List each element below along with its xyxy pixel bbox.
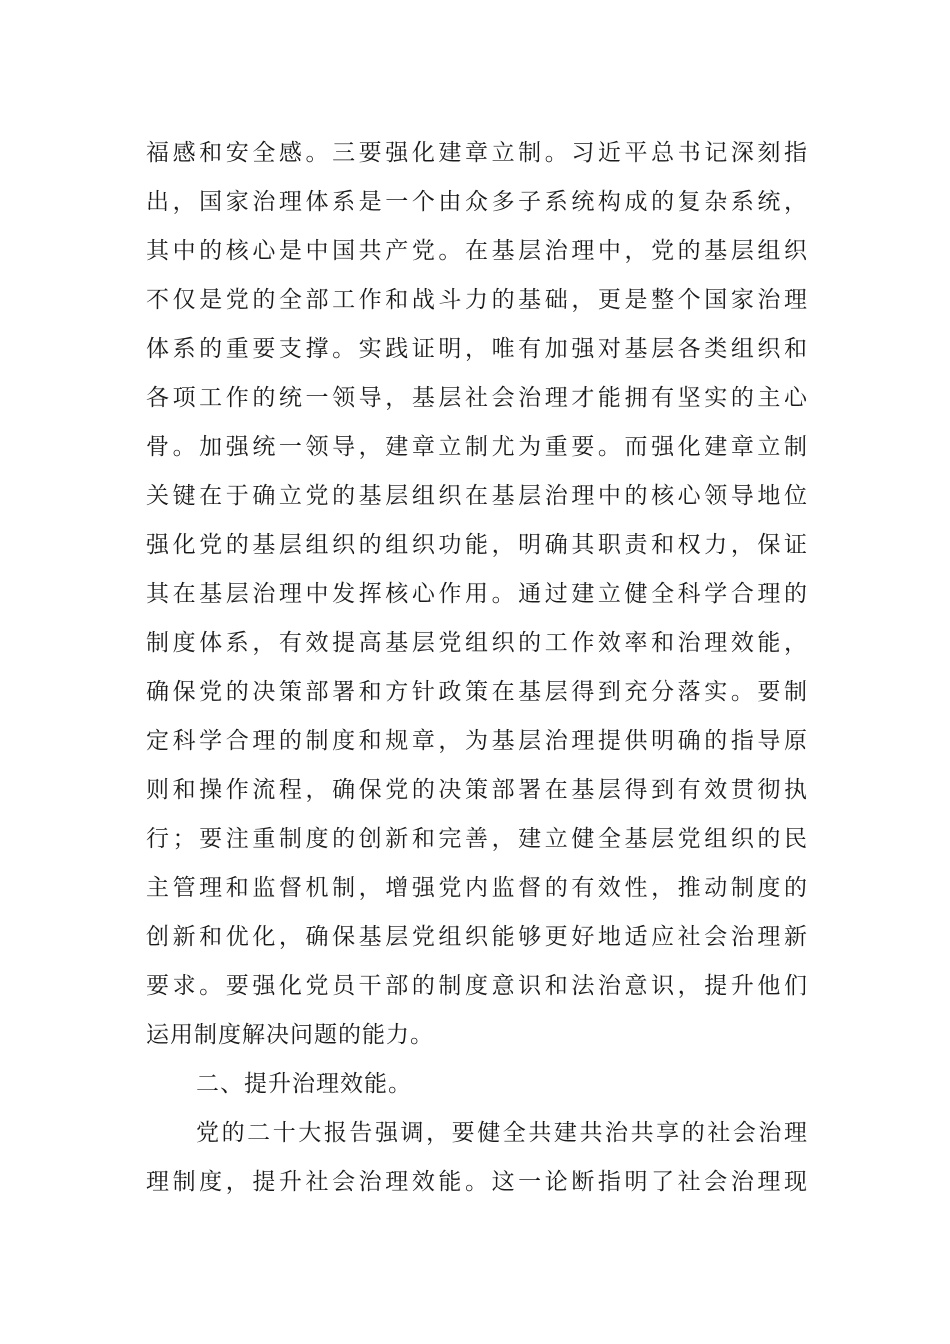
- paragraph-line: 运用制度解决问题的能力。: [146, 1022, 434, 1048]
- paragraph-line: 强化党的基层组织的组织功能，明确其职责和权力，保证: [146, 532, 808, 558]
- paragraph-line: 行；要注重制度的创新和完善，建立健全基层党组织的民: [146, 826, 808, 852]
- paragraph-line: 党的二十大报告强调，要健全共建共治共享的社会治理: [196, 1120, 808, 1146]
- paragraph-line: 关键在于确立党的基层组织在基层治理中的核心领导地位: [146, 483, 808, 509]
- paragraph-line: 体系的重要支撑。实践证明，唯有加强对基层各类组织和: [146, 336, 808, 362]
- document-body: [146, 129, 808, 1207]
- paragraph-line: 制度体系，有效提高基层党组织的工作效率和治理效能，: [146, 630, 808, 656]
- paragraph-line: 各项工作的统一领导，基层社会治理才能拥有坚实的主心: [146, 385, 808, 411]
- paragraph-line: 则和操作流程，确保党的决策部署在基层得到有效贯彻执: [146, 777, 808, 803]
- paragraph-line: 要求。要强化党员干部的制度意识和法治意识，提升他们: [146, 973, 808, 999]
- section-heading: 二、提升治理效能。: [196, 1071, 412, 1097]
- paragraph-line: 其中的核心是中国共产党。在基层治理中，党的基层组织: [146, 238, 808, 264]
- paragraph-line: 骨。加强统一领导，建章立制尤为重要。而强化建章立制: [146, 434, 808, 460]
- paragraph-line: 不仅是党的全部工作和战斗力的基础，更是整个国家治理: [146, 287, 808, 313]
- paragraph-line: 理制度，提升社会治理效能。这一论断指明了社会治理现: [146, 1169, 808, 1195]
- paragraph-line: 定科学合理的制度和规章，为基层治理提供明确的指导原: [146, 728, 808, 754]
- paragraph-line: 主管理和监督机制，增强党内监督的有效性，推动制度的: [146, 875, 808, 901]
- paragraph-line: 其在基层治理中发挥核心作用。通过建立健全科学合理的: [146, 581, 808, 607]
- paragraph-line: 出，国家治理体系是一个由众多子系统构成的复杂系统，: [146, 189, 808, 215]
- paragraph-line: 福感和安全感。三要强化建章立制。习近平总书记深刻指: [146, 140, 808, 166]
- paragraph-line: 确保党的决策部署和方针政策在基层得到充分落实。要制: [146, 679, 808, 705]
- paragraph-line: 创新和优化，确保基层党组织能够更好地适应社会治理新: [146, 924, 808, 950]
